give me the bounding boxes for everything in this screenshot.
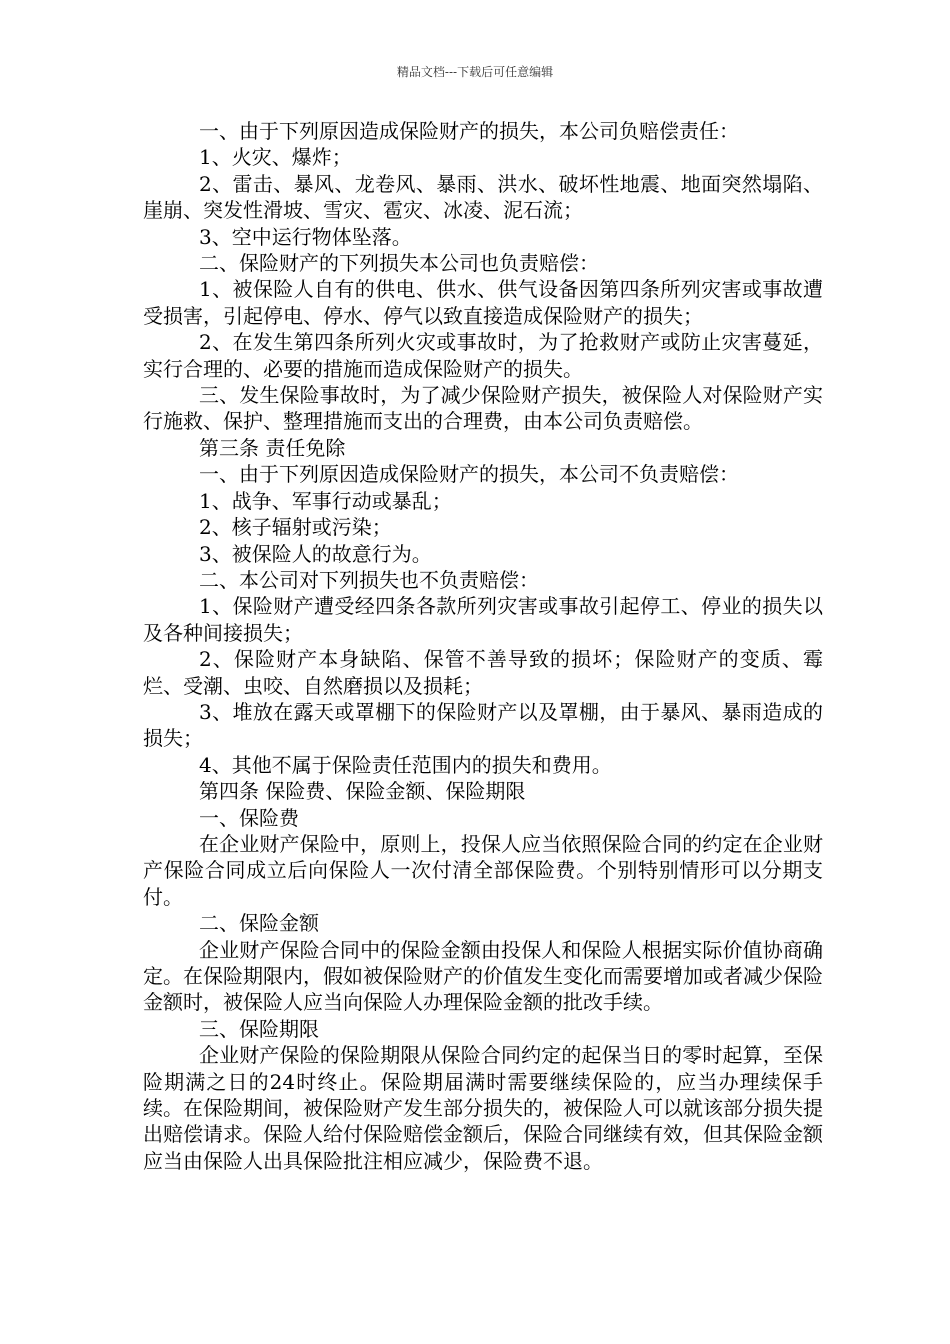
paragraph: 一、由于下列原因造成保险财产的损失，本公司负赔偿责任： (199, 119, 739, 143)
paragraph: 4、其他不属于保险责任范围内的损失和费用。 (199, 752, 612, 777)
document-body (143, 118, 823, 1174)
paragraph: 在企业财产保险中，原则上，投保人应当依照保险合同的约定在企业财产保险合同成立后向保险人一次付清全部保险费。个别特别情形可以分期支付。 (143, 831, 823, 909)
paragraph: 3、堆放在露天或罩棚下的保险财产以及罩棚，由于暴风、暴雨造成的损失； (143, 699, 823, 751)
paragraph: 3、被保险人的故意行为。 (199, 541, 432, 566)
subsection-heading: 二、保险金额 (199, 911, 319, 936)
subsection-heading: 三、保险期限 (199, 1016, 319, 1041)
paragraph: 1、火灾、爆炸； (199, 145, 352, 170)
paragraph: 2、雷击、暴风、龙卷风、暴雨、洪水、破坏性地震、地面突然塌陷、崖崩、突发性滑坡、雪灾、雹灾、冰凌、泥石流； (143, 171, 823, 223)
section-heading: 第四条 保险费、保险金额、保险期限 (199, 779, 526, 804)
paragraph: 3、空中运行物体坠落。 (199, 224, 412, 249)
paragraph: 1、战争、军事行动或暴乱； (199, 488, 452, 513)
paragraph: 1、保险财产遭受经四条各款所列灾害或事故引起停工、停业的损失以及各种间接损失； (143, 594, 823, 645)
paragraph: 2、核子辐射或污染； (199, 515, 392, 540)
section-heading: 第三条 责任免除 (199, 435, 346, 460)
page-header: 精品文档---下载后可任意编辑 (396, 65, 554, 79)
paragraph: 2、在发生第四条所列火灾或事故时，为了抢救财产或防止灾害蔓延，实行合理的、必要的措施而造成保险财产的损失。 (143, 330, 823, 381)
paragraph: 一、由于下列原因造成保险财产的损失，本公司不负责赔偿： (199, 462, 739, 487)
paragraph: 1、被保险人自有的供电、供水、供气设备因第四条所列灾害或事故遭受损害，引起停电、停水、停气以致直接造成保险财产的损失； (143, 277, 823, 328)
paragraph: 企业财产保险的保险期限从保险合同约定的起保当日的零时起算，至保险期满之日的24时终止。保险期届满时需要继续保险的，应当办理续保手续。在保险期间，被保险财产发生部分损失的，被保险人可以就该部分损失提出赔偿请求。保险人给付保险赔偿金额后，保险合同继续有效，但其保险金额应当由保险人出具保险批注相应减少，保险费不退。 (143, 1043, 823, 1173)
subsection-heading: 一、保险费 (199, 805, 299, 830)
paragraph: 二、本公司对下列损失也不负责赔偿： (199, 567, 539, 592)
paragraph: 企业财产保险合同中的保险金额由投保人和保险人根据实际价值协商确定。在保险期限内，假如被保险财产的价值发生变化而需要增加或者减少保险金额时，被保险人应当向保险人办理保险金额的批改手续。 (143, 937, 823, 1015)
paragraph: 三、发生保险事故时，为了减少保险财产损失，被保险人对保险财产实行施救、保护、整理措施而支出的合理费，由本公司负责赔偿。 (143, 383, 823, 434)
paragraph: 2、保险财产本身缺陷、保管不善导致的损坏；保险财产的变质、霉烂、受潮、虫咬、自然磨损以及损耗； (143, 647, 823, 698)
paragraph: 二、保险财产的下列损失本公司也负责赔偿： (199, 251, 599, 276)
